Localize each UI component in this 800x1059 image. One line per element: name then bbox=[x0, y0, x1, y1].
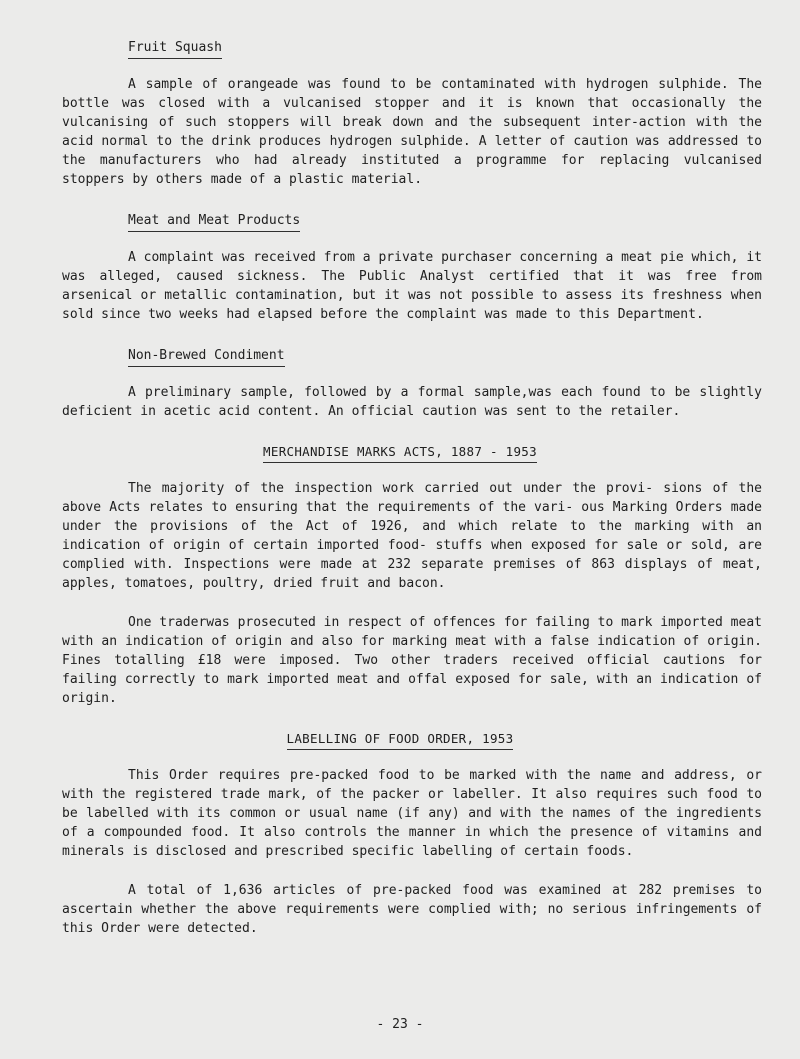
section-heading: Fruit Squash bbox=[128, 39, 222, 59]
section-heading: Meat and Meat Products bbox=[128, 212, 300, 232]
section-merchandise-marks-acts bbox=[62, 441, 762, 708]
paragraph: The majority of the inspection work carried out under the provi- sions of the above Acts relates to ensuring that the requirements of the vari- ous Marking Orders made under the provisions of the Act of 1926, and which relate to the marking with an indication of origin of certain imported food- stuffs when exposed for sale or sold, are complied with. Inspections were made at 232 separate premises of 863 displays of meat, apples, tomatoes, poultry, dried fruit and bacon. bbox=[62, 481, 762, 591]
section-non-brewed-condiment bbox=[62, 344, 762, 421]
paragraph: A total of 1,636 articles of pre-packed food was examined at 282 premises to ascertain whether the above requirements were complied with; no serious infringements of this Order were detected. bbox=[62, 883, 762, 936]
paragraph: A complaint was received from a private purchaser concerning a meat pie which, it was alleged, caused sickness. The Public Analyst certified that it was free from arsenical or metallic contamination, but it was not possible to assess its freshness when sold since two weeks had elapsed before the complaint was made to this Department. bbox=[62, 250, 762, 322]
paragraph: A sample of orangeade was found to be contaminated with hydrogen sulphide. The bottle was closed with a vulcanised stopper and it is known that occasionally the vulcanising of such stoppers will break down and the subsequent inter-action with the acid normal to the drink produces hydrogen sulphide. A letter of caution was addressed to the manufacturers who had already instituted a programme for replacing vulcanised stoppers by others made of a plastic material. bbox=[62, 77, 762, 187]
section-heading: MERCHANDISE MARKS ACTS, 1887 - 1953 bbox=[263, 443, 537, 463]
page-content bbox=[62, 36, 762, 938]
section-heading: LABELLING OF FOOD ORDER, 1953 bbox=[287, 730, 514, 750]
section-meat-products bbox=[62, 209, 762, 324]
section-heading: Non-Brewed Condiment bbox=[128, 347, 285, 367]
page-number: - 23 - bbox=[376, 1017, 424, 1032]
paragraph: This Order requires pre-packed food to be marked with the name and address, or with the registered trade mark, of the packer or labeller. It also requires such food to be labelled with its common or usual name (if any) and with the names of the ingredients of a compounded food. It also controls the manner in which the presence of vitamins and minerals is disclosed and prescribed specific labelling of certain foods. bbox=[62, 768, 762, 859]
section-heading-main bbox=[62, 728, 738, 750]
section-fruit-squash bbox=[62, 36, 762, 189]
paragraph: A preliminary sample, followed by a formal sample,was each found to be slightly deficient in acetic acid content. An official caution was sent to the retailer. bbox=[62, 385, 762, 419]
section-labelling-of-food-order bbox=[62, 728, 762, 938]
section-heading-main bbox=[62, 441, 738, 463]
paragraph: One traderwas prosecuted in respect of offences for failing to mark imported meat with an indication of origin and also for marking meat with a false indication of origin. Fines totalling £18 were imposed. Two other traders received official cautions for failing correctly to mark imported meat and offal exposed for sale, with an indication of origin. bbox=[62, 615, 762, 706]
